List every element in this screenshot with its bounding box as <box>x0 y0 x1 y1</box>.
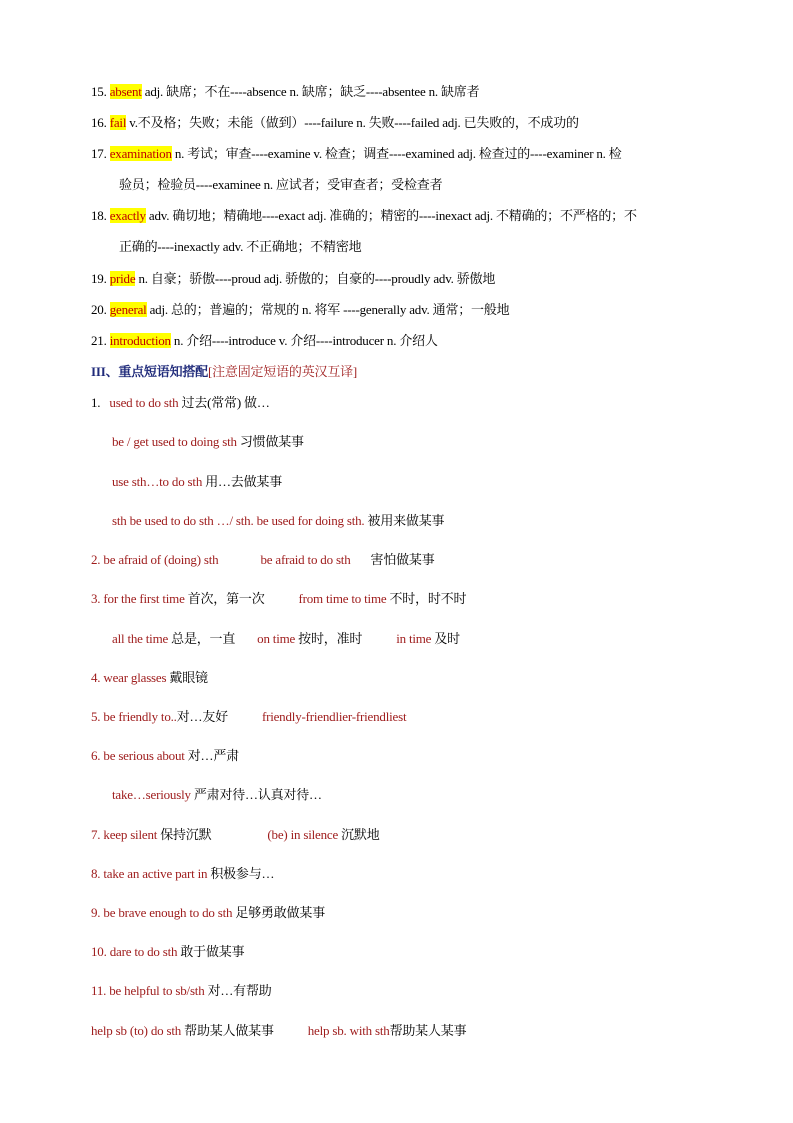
item-number: 19. <box>91 271 110 286</box>
definition: adv. 确切地；精确地----exact adj. 准确的；精密的----inexact adj. 不精确的；不严格的；不 <box>145 208 637 223</box>
phrase-zh: 对…有帮助 <box>204 983 272 998</box>
phrase-en: 8. take an active part in <box>91 866 208 881</box>
phrase-en: 9. be brave enough to do sth <box>91 905 233 920</box>
phrase-10 <box>91 943 244 961</box>
phrase-en-3: in time <box>396 631 432 646</box>
phrase-en: 5. be friendly to.. <box>91 709 177 724</box>
phrase-zh: 过去(常常) 做… <box>178 395 270 410</box>
phrase-zh: 用…去做某事 <box>202 474 282 489</box>
phrase-5 <box>91 708 406 726</box>
phrase-11a <box>91 1022 466 1040</box>
highlighted-word: general <box>109 302 147 317</box>
phrase-zh-2: 害怕做某事 <box>370 552 435 567</box>
definition: v.不及格；失败；未能（做到）----failure n. 失败----failed adj. 已失败的，不成功的 <box>126 115 579 130</box>
vocab-item-15 <box>91 83 479 101</box>
phrase-en: take…seriously <box>112 787 191 802</box>
highlighted-word: introduction <box>109 333 171 348</box>
item-number: 17. <box>91 146 110 161</box>
item-number: 21. <box>91 333 110 348</box>
phrase-en: 3. for the first time <box>91 591 185 606</box>
item-number: 1. <box>91 395 104 410</box>
item-number: 20. <box>91 302 110 317</box>
section-title: III、重点短语知搭配 <box>91 364 208 379</box>
item-number: 18. <box>91 208 110 223</box>
phrase-6 <box>91 747 239 765</box>
phrase-zh: 习惯做某事 <box>236 434 304 449</box>
phrase-3 <box>91 590 466 608</box>
phrase-en-2: from time to time <box>298 591 387 606</box>
item-number: 15. <box>91 84 110 99</box>
vocab-item-17-continued: 验员；检验员----examinee n. 应试者；受审查者；受检查者 <box>119 177 443 192</box>
phrase-zh: 戴眼镜 <box>166 670 208 685</box>
phrase-6a <box>112 786 322 804</box>
phrase-zh-2: 不时，时不时 <box>386 591 467 606</box>
phrase-zh: 敢于做某事 <box>177 944 245 959</box>
phrase-en-2: help sb. with sth <box>307 1023 390 1038</box>
vocab-item-17 <box>91 145 622 163</box>
phrase-1a <box>112 433 304 451</box>
phrase-2 <box>91 551 435 569</box>
phrase-1b <box>112 473 282 491</box>
phrase-zh: 总是，一直 <box>168 631 236 646</box>
phrase-1 <box>91 394 270 412</box>
vocab-item-18 <box>91 207 637 225</box>
item-number: 16. <box>91 115 110 130</box>
phrase-en: 2. be afraid of (doing) sth <box>91 552 219 567</box>
phrase-zh: 首次，第一次 <box>184 591 265 606</box>
highlighted-word: fail <box>109 115 127 130</box>
phrase-en-2: on time <box>257 631 296 646</box>
phrase-zh: 积极参与… <box>207 866 275 881</box>
definition: n. 介绍----introduce v. 介绍----introducer n. 介绍人 <box>170 333 438 348</box>
phrase-en-2: (be) in silence <box>267 827 339 842</box>
vocab-item-19 <box>91 270 495 288</box>
phrase-11 <box>91 982 272 1000</box>
phrase-4 <box>91 669 208 687</box>
phrase-en: sth be used to do sth …/ sth. be used for doing sth. <box>112 513 365 528</box>
phrase-zh-2: 按时，准时 <box>295 631 363 646</box>
phrase-zh: 对…严肃 <box>184 748 239 763</box>
phrase-en-2: be afraid to do sth <box>260 552 351 567</box>
definition: adj. 总的；普遍的；常规的 n. 将军 ----generally adv. 通常；一般地 <box>146 302 510 317</box>
phrase-zh: 足够勇敢做某事 <box>232 905 325 920</box>
section-subtitle: [注意固定短语的英汉互译] <box>207 364 358 379</box>
phrase-zh-2: 沉默地 <box>338 827 380 842</box>
highlighted-word: absent <box>109 84 142 99</box>
phrase-en: help sb (to) do sth <box>91 1023 182 1038</box>
section-heading <box>91 363 357 381</box>
phrase-zh-3: 及时 <box>431 631 460 646</box>
phrase-zh: 对…友好 <box>176 709 228 724</box>
definition: adj. 缺席；不在----absence n. 缺席；缺乏----absentee n. 缺席者 <box>141 84 480 99</box>
highlighted-word: exactly <box>109 208 146 223</box>
vocab-item-16 <box>91 114 579 132</box>
phrase-en: used to do sth <box>109 395 179 410</box>
phrase-3a <box>112 630 460 648</box>
phrase-en: 4. wear glasses <box>91 670 167 685</box>
phrase-zh: 保持沉默 <box>157 827 212 842</box>
phrase-7 <box>91 826 380 844</box>
highlighted-word: examination <box>109 146 172 161</box>
highlighted-word: pride <box>109 271 136 286</box>
phrase-en: 6. be serious about <box>91 748 185 763</box>
phrase-zh-2: 帮助某人某事 <box>389 1023 467 1038</box>
vocab-item-18-continued: 正确的----inexactly adv. 不正确地；不精密地 <box>119 239 362 254</box>
phrase-9 <box>91 904 325 922</box>
vocab-item-21 <box>91 332 438 350</box>
phrase-zh: 严肃对待…认真对待… <box>190 787 322 802</box>
phrase-1c <box>112 512 444 530</box>
phrase-8 <box>91 865 274 883</box>
phrase-en: all the time <box>112 631 169 646</box>
phrase-en: 7. keep silent <box>91 827 158 842</box>
phrase-en: use sth…to do sth <box>112 474 203 489</box>
definition: n. 考试；审查----examine v. 检查；调查----examined adj. 检查过的----examiner n. 检 <box>171 146 622 161</box>
phrase-en: be / get used to doing sth <box>112 434 237 449</box>
definition: n. 自豪；骄傲----proud adj. 骄傲的；自豪的----proudly adv. 骄傲地 <box>135 271 496 286</box>
phrase-en: 10. dare to do sth <box>91 944 178 959</box>
phrase-en: 11. be helpful to sb/sth <box>91 983 205 998</box>
phrase-zh: 帮助某人做某事 <box>181 1023 274 1038</box>
phrase-en-2: friendly-friendlier-friendliest <box>261 709 407 724</box>
phrase-zh: 被用来做某事 <box>364 513 445 528</box>
vocab-item-20 <box>91 301 509 319</box>
